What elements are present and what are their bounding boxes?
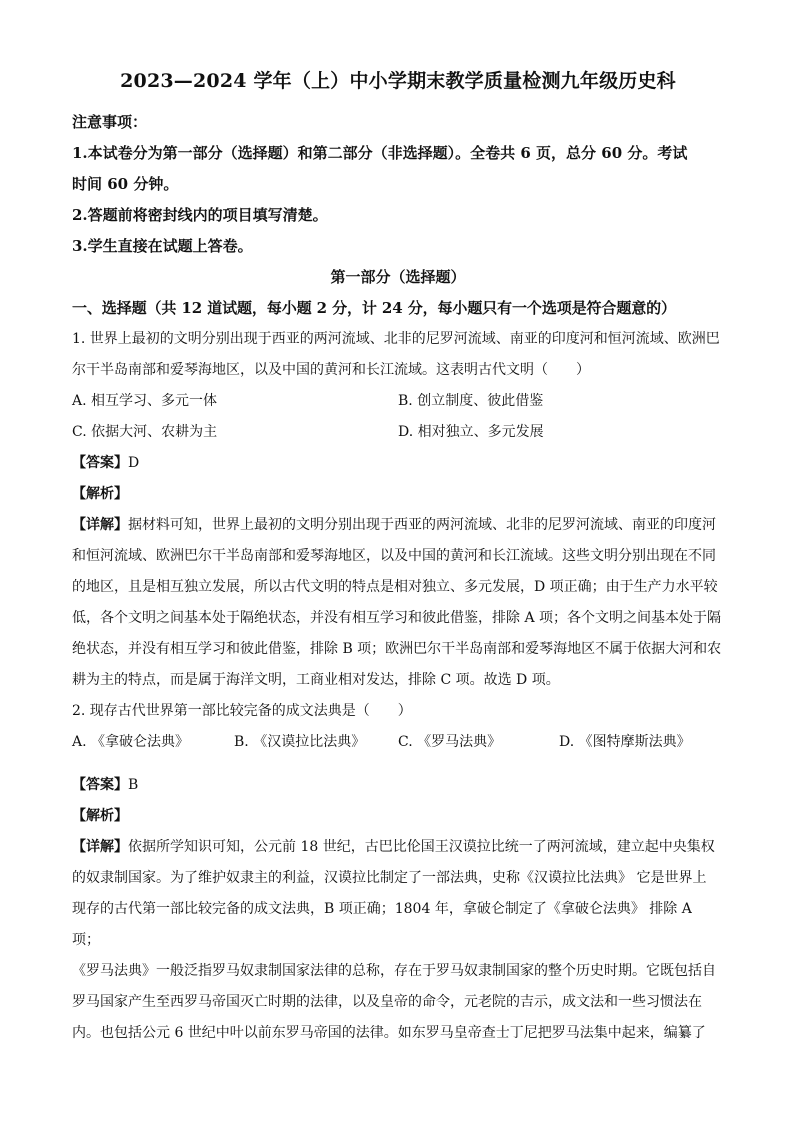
question-2 — [72, 696, 724, 1049]
notice-item: 1.本试卷分为第一部分（选择题）和第二部分（非选择题）。全卷共 6 页，总分 60 分。考试 — [72, 144, 688, 162]
section1-title: 一、选择题（共 12 道试题，每小题 2 分，计 24 分，每小题只有一个选项是符合题意的） — [72, 299, 676, 317]
option-b: B. 《汉谟拉比法典》 — [234, 734, 366, 750]
detail-line: 低，各个文明之间基本处于隔绝状态，并没有相互学习和彼此借鉴，排除 A 项；各个文明之间基本处于隔 — [72, 610, 722, 626]
analysis-label: 【解析】 — [72, 486, 128, 502]
answer-line — [72, 448, 724, 479]
option-c: C. 《罗马法典》 — [398, 734, 502, 750]
detail-line: 的奴隶制国家。为了维护奴隶主的利益，汉谟拉比制定了一部法典，史称《汉谟拉比法典》 它是世界上 — [72, 870, 707, 886]
analysis-line — [72, 479, 724, 510]
question-1 — [72, 324, 724, 696]
question-stem: 2. 现存古代世界第一部比较完备的成文法典是（ ） — [72, 703, 412, 719]
exam-title: 2023—2024 学年（上）中小学期末教学质量检测九年级历史科 — [120, 70, 676, 92]
option-a: A. 《拿破仑法典》 — [72, 734, 190, 750]
exam-page — [72, 66, 724, 1049]
options-grid — [72, 386, 724, 448]
option-d: D. 相对独立、多元发展 — [398, 424, 544, 440]
detail-line: 内。也包括公元 6 世纪中叶以前东罗马帝国的法律。如东罗马皇帝查士丁尼把罗马法集中起来，编纂了 — [72, 1025, 706, 1041]
option-b: B. 创立制度、彼此借鉴 — [398, 393, 544, 409]
analysis-line — [72, 801, 724, 832]
detail-text: 据材料可知，世界上最初的文明分别出现于西亚的两河流域、北非的尼罗河流域、南亚的印度河 — [128, 517, 716, 533]
notice-item: 2.答题前将密封线内的项目填写清楚。 — [72, 206, 328, 224]
answer-value: B — [128, 777, 139, 793]
detail-label: 【详解】 — [72, 839, 128, 855]
detail-line — [72, 510, 724, 541]
detail-line — [72, 832, 724, 863]
detail-line: 的地区，且是相互独立发展，所以古代文明的特点是相对独立、多元发展，D 项正确；由于生产力水平较 — [72, 579, 718, 595]
answer-value: D — [128, 455, 140, 471]
answer-label: 【答案】 — [72, 455, 128, 471]
analysis-label: 【解析】 — [72, 808, 128, 824]
detail-label: 【详解】 — [72, 517, 128, 533]
option-d: D. 《图特摩斯法典》 — [559, 734, 691, 750]
detail-line: 耕为主的特点，而是属于海洋文明，工商业相对发达，排除 C 项。故选 D 项。 — [72, 672, 560, 688]
detail-line: 罗马国家产生至西罗马帝国灭亡时期的法律，以及皇帝的命令，元老院的吉示，成文法和一些习惯法在 — [72, 994, 702, 1010]
notice-item: 3.学生直接在试题上答卷。 — [72, 237, 253, 255]
detail-line: 现存的古代第一部比较完备的成文法典，B 项正确；1804 年，拿破仑制定了《拿破仑法典》 排除 A 项； — [72, 901, 692, 948]
question-stem-line: 尔干半岛南部和爱琴海地区，以及中国的黄河和长江流域。这表明古代文明（ ） — [72, 362, 590, 378]
notice-item: 时间 60 分钟。 — [72, 175, 179, 193]
answer-line — [72, 770, 724, 801]
detail-text: 依据所学知识可知，公元前 18 世纪，古巴比伦国王汉谟拉比统一了两河流域，建立起中央集权 — [128, 839, 715, 855]
answer-label: 【答案】 — [72, 777, 128, 793]
question-stem-line: 1. 世界上最初的文明分别出现于西亚的两河流域、北非的尼罗河流域、南亚的印度河和恒河流域、欧洲巴 — [72, 331, 720, 347]
notice-heading: 注意事项： — [72, 113, 148, 131]
detail-line: 《罗马法典》一般泛指罗马奴隶制国家法律的总称，存在于罗马奴隶制国家的整个历史时期。它既包括自 — [72, 963, 716, 979]
detail-line: 绝状态，并没有相互学习和彼此借鉴，排除 B 项；欧洲巴尔干半岛南部和爱琴海地区不属于依据大河和农 — [72, 641, 722, 657]
options-row — [72, 727, 724, 758]
part1-title: 第一部分（选择题） — [330, 268, 466, 286]
option-c: C. 依据大河、农耕为主 — [72, 424, 218, 440]
detail-line: 和恒河流域、欧洲巴尔干半岛南部和爱琴海地区，以及中国的黄河和长江流域。这些文明分别出现在不同 — [72, 548, 716, 564]
option-a: A. 相互学习、多元一体 — [72, 393, 218, 409]
